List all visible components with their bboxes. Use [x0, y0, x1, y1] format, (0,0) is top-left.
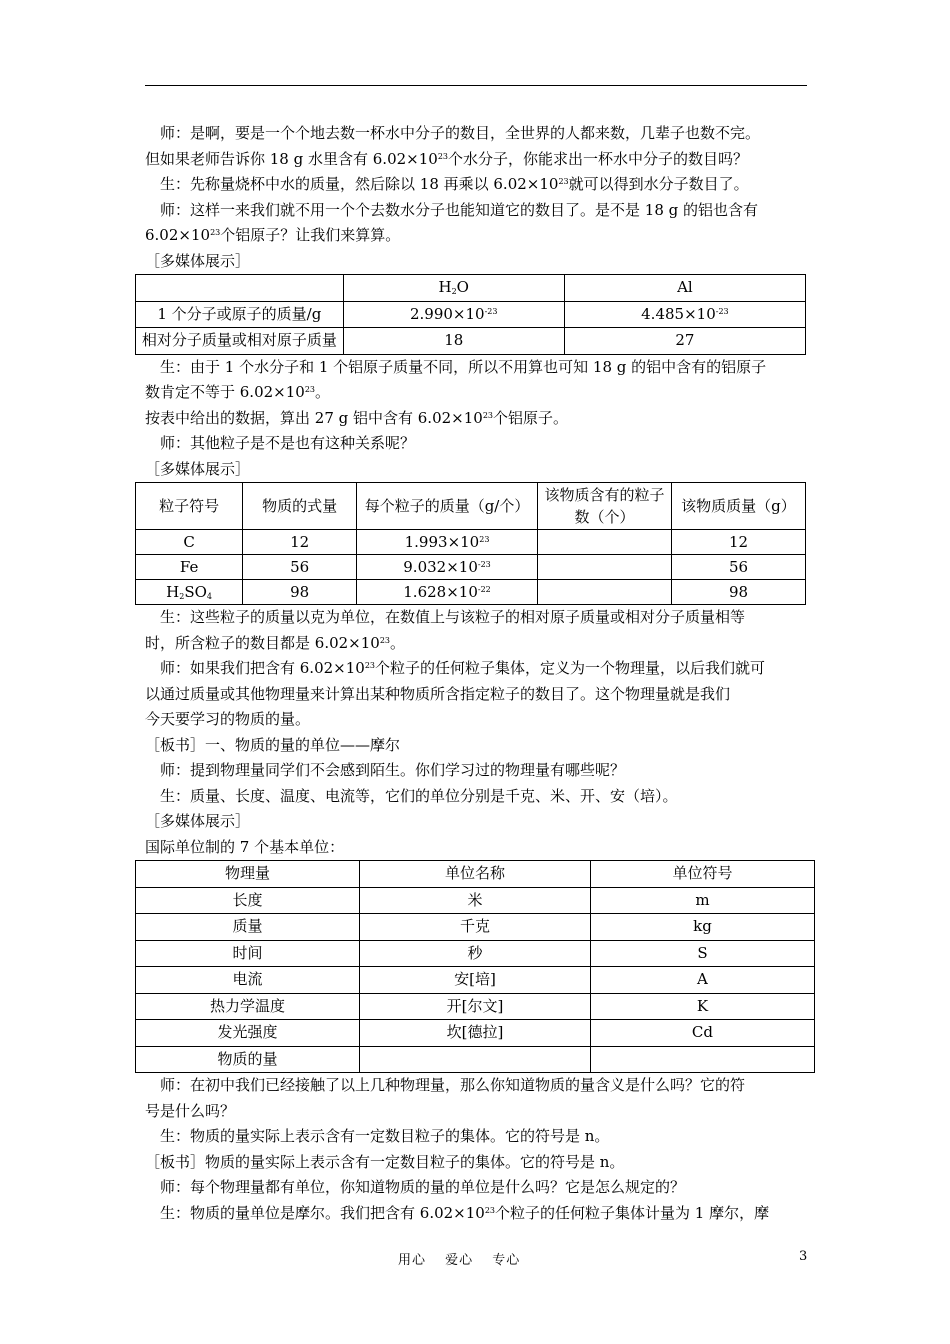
table-header: 该物质质量（g）	[671, 483, 805, 530]
table-cell: 秒	[360, 940, 591, 967]
table-cell: $H_2SO_4$	[136, 580, 243, 605]
mass-comparison-table	[135, 274, 806, 355]
table-cell: 时间	[136, 940, 360, 967]
paragraph: 师：每个物理量都有单位，你知道物质的量的单位是什么吗？它是怎么规定的？	[160, 1178, 686, 1196]
table-header: 物理量	[136, 861, 360, 888]
table-cell: 质量	[136, 914, 360, 941]
paragraph: 今天要学习的物质的量。	[145, 710, 311, 728]
table-cell	[537, 555, 671, 580]
paragraph: 按表中给出的数据，算出 27 g 铝中含有 $6.02\times 10^{23}$个铝原子。	[145, 408, 569, 427]
paragraph: 但如果老师告诉你 18 g 水里含有 $6.02\times 10^{23}$个水分子，你能求出一杯水中分子的数目吗？	[145, 149, 749, 168]
table-cell: $H_2O$	[343, 275, 564, 302]
table-cell: 98	[243, 580, 357, 605]
table-header: 粒子符号	[136, 483, 243, 530]
table-cell: 坎[德拉]	[360, 1020, 591, 1047]
table-row	[136, 530, 806, 555]
table-row	[136, 993, 815, 1020]
table-cell: 56	[243, 555, 357, 580]
table-cell: Cd	[590, 1020, 814, 1047]
paragraph: 国际单位制的 7 个基本单位：	[145, 837, 345, 856]
table-cell: 物质的量	[136, 1046, 360, 1073]
table-cell: Fe	[136, 555, 243, 580]
table-header: 每个粒子的质量（g/个）	[357, 483, 538, 530]
table-row	[136, 967, 815, 994]
page-number: 3	[799, 1249, 808, 1264]
table-cell: 千克	[360, 914, 591, 941]
section-label: ［多媒体展示］	[145, 459, 251, 478]
table-cell: 米	[360, 887, 591, 914]
table-cell: $1.628\times 10^{-22}$	[357, 580, 538, 605]
page-body	[141, 121, 810, 1226]
header-rule	[145, 85, 807, 86]
table-row	[136, 1020, 815, 1047]
paragraph: 师：其他粒子是不是也有这种关系呢？	[160, 434, 416, 452]
table-cell: 56	[671, 555, 805, 580]
table-row	[136, 580, 806, 605]
paragraph: 号是什么吗？	[145, 1101, 236, 1120]
table-row	[136, 861, 815, 888]
table-header: 单位名称	[360, 861, 591, 888]
table-header: 该物质含有的粒子数（个）	[537, 483, 671, 530]
table-cell: 12	[671, 530, 805, 555]
si-units-table	[135, 860, 815, 1073]
table-cell: S	[590, 940, 814, 967]
table-cell: 12	[243, 530, 357, 555]
table-cell	[360, 1046, 591, 1073]
table-cell: $2.990\times 10^{-23}$	[343, 301, 564, 328]
table-row	[136, 940, 815, 967]
paragraph: 师：这样一来我们就不用一个个去数水分子也能知道它的数目了。是不是 18 g 的铝也含有	[160, 200, 758, 219]
paragraph: 生：这些粒子的质量以克为单位，在数值上与该粒子的相对原子质量或相对分子质量相等	[160, 608, 746, 626]
table-cell: K	[590, 993, 814, 1020]
table-cell: 相对分子质量或相对原子质量	[136, 328, 344, 355]
table-cell: m	[590, 887, 814, 914]
section-label: ［多媒体展示］	[145, 251, 251, 270]
paragraph: $6.02\times 10^{23}$个铝原子？让我们来算算。	[145, 226, 401, 244]
paragraph: 师：在初中我们已经接触了以上几种物理量，那么你知道物质的量含义是什么吗？它的符	[160, 1076, 746, 1094]
table-cell	[537, 530, 671, 555]
table-cell: C	[136, 530, 243, 555]
table-cell: $9.032\times 10^{-23}$	[357, 555, 538, 580]
table-cell	[590, 1046, 814, 1073]
table-cell: 开[尔文]	[360, 993, 591, 1020]
table-row	[136, 328, 806, 355]
paragraph: 生：由于 1 个水分子和 1 个铝原子质量不同，所以不用算也可知 18 g 的铝中含有的铝原子	[160, 357, 767, 376]
particle-mass-table	[135, 482, 806, 605]
table-cell	[136, 275, 344, 302]
table-cell: Al	[564, 275, 805, 302]
table-cell: 1 个分子或原子的质量/g	[136, 301, 344, 328]
table-cell: 长度	[136, 887, 360, 914]
table-cell: 安[培]	[360, 967, 591, 994]
table-row	[136, 914, 815, 941]
paragraph: 生：物质的量实际上表示含有一定数目粒子的集体。它的符号是 n。	[160, 1127, 610, 1145]
table-header: 物质的式量	[243, 483, 357, 530]
paragraph: 生：先称量烧杯中水的质量，然后除以 18 再乘以 $6.02\times 10^{23}$就可以得到水分子数目了。	[160, 175, 749, 193]
table-cell: A	[590, 967, 814, 994]
paragraph: 生：质量、长度、温度、电流等，它们的单位分别是千克、米、开、安（培）。	[160, 786, 678, 805]
table-row	[136, 483, 806, 530]
table-cell: 热力学温度	[136, 993, 360, 1020]
table-row	[136, 887, 815, 914]
table-row	[136, 275, 806, 302]
table-cell: $4.485\times 10^{-23}$	[564, 301, 805, 328]
table-cell: $1.993\times 10^{23}$	[357, 530, 538, 555]
table-cell	[537, 580, 671, 605]
table-row	[136, 301, 806, 328]
table-cell: kg	[590, 914, 814, 941]
paragraph: 以通过质量或其他物理量来计算出某种物质所含指定粒子的数目了。这个物理量就是我们	[145, 684, 731, 703]
table-cell: 电流	[136, 967, 360, 994]
table-cell: 27	[564, 328, 805, 355]
board-note: ［板书］一、物质的量的单位——摩尔	[145, 735, 401, 754]
section-label: ［多媒体展示］	[145, 812, 251, 830]
table-cell: 98	[671, 580, 805, 605]
paragraph: 生：物质的量单位是摩尔。我们把含有 $6.02\times 10^{23}$个粒子的任何粒子集体计量为 1 摩尔，摩	[160, 1203, 770, 1222]
table-row	[136, 555, 806, 580]
table-cell: 18	[343, 328, 564, 355]
paragraph: 时，所含粒子的数目都是 $6.02\times 10^{23}$。	[145, 633, 406, 652]
paragraph: 师：提到物理量同学们不会感到陌生。你们学习过的物理量有哪些呢？	[160, 761, 626, 779]
paragraph: 数肯定不等于 $6.02\times 10^{23}$。	[145, 383, 331, 401]
footer-motto: 用心 爱心 专心	[398, 1253, 521, 1268]
paragraph: 师：如果我们把含有 $6.02\times 10^{23}$个粒子的任何粒子集体，定义为一个物理量，以后我们就可	[160, 659, 766, 677]
board-note: ［板书］物质的量实际上表示含有一定数目粒子的集体。它的符号是 n。	[145, 1152, 625, 1171]
table-row	[136, 1046, 815, 1073]
paragraph: 师：是啊，要是一个个地去数一杯水中分子的数目，全世界的人都来数，几辈子也数不完。	[160, 124, 761, 142]
table-header: 单位符号	[590, 861, 814, 888]
table-cell: 发光强度	[136, 1020, 360, 1047]
